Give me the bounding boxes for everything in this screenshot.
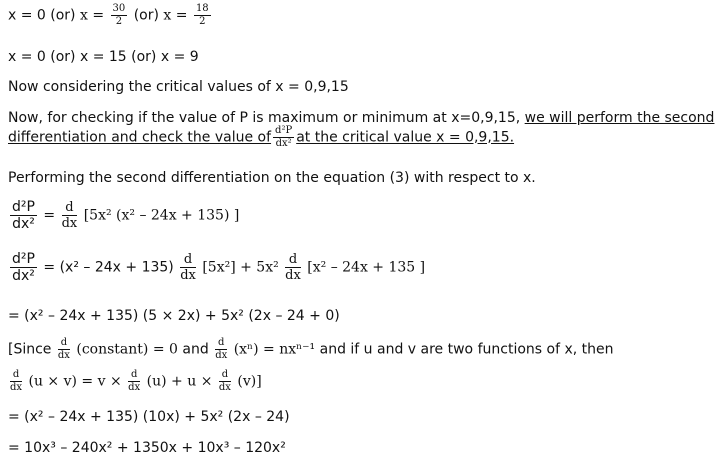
equation-line-1: $\frac{\text{d²P}}{\text{dx²}}$ = $\frac{d}{dx}$ [5x² (x² – 24x + 135) ] xyxy=(12,199,240,232)
equation-line-2: $\frac{\text{d²P}}{\text{dx²}}$ = (x² – 24x + 135) $\frac{d}{dx}$ [5x²] + 5x² $\frac{d}{dx}$ [x² – 24x + 135 ] xyxy=(12,251,426,284)
underlined-text: we will perform the second xyxy=(524,110,715,126)
text-x0: x = 0 (or) xyxy=(8,7,76,24)
fraction-d2p-dx2: $\frac{\text{d²P}}{\text{dx²}}$ xyxy=(12,199,35,232)
fraction-d-dx: $\frac{d}{dx}$ xyxy=(218,369,231,393)
equation-line-5: $\frac{d}{dx}$ (u × v) = v × $\frac{d}{dx}$ (u) + u × $\frac{d}{dx}$ (v)] xyxy=(10,369,262,393)
fraction-d2p-dx2: $\frac{\text{d²P}}{\text{dx²}}$ xyxy=(12,251,35,284)
equation-line-6: = (x² – 24x + 135) (10x) + 5x² (2x – 24) xyxy=(8,409,290,425)
equation-line-3: = (x² – 24x + 135) (5 × 2x) + 5x² (2x – 24 + 0) xyxy=(8,308,340,324)
fraction-d-dx: $\frac{d}{dx}$ xyxy=(128,369,141,393)
text-x-eq-2: x = xyxy=(163,7,188,24)
fraction-d2p-dx2: $\frac{\text{d²P}}{\text{dx²}}$ xyxy=(275,125,293,149)
fraction-d-dx: $\frac{d}{dx}$ xyxy=(285,252,301,283)
fraction-d-dx: $\frac{d}{dx}$ xyxy=(215,337,228,361)
text-or: (or) xyxy=(133,7,159,24)
equation-line-7: = 10x³ – 240x² + 1350x + 10x³ – 120x² xyxy=(8,440,286,456)
solution-line-2: x = 0 (or) x = 15 (or) x = 9 xyxy=(8,49,199,65)
solution-line-4: Now, for checking if the value of P is maximum or minimum at x=0,9,15, we will perform the second xyxy=(8,110,715,126)
solution-line-5: differentiation and check the value of $\frac{\text{d²P}}{\text{dx²}}$ at the critical value x = 0,9,15. xyxy=(8,125,515,149)
fraction-d-dx: $\frac{d}{dx}$ xyxy=(10,369,23,393)
fraction-d-dx: $\frac{d}{dx}$ xyxy=(61,200,78,231)
solution-line-6: Performing the second differentiation on the equation (3) with respect to x. xyxy=(8,170,536,186)
equation-line-4: [Since $\frac{d}{dx}$ (constant) = 0 and $\frac{d}{dx}$ (xⁿ) = nxⁿ⁻¹ and if u and v are two functions of x, then xyxy=(8,337,614,361)
solution-line-1 xyxy=(8,4,213,27)
solution-line-3: Now considering the critical values of x = 0,9,15 xyxy=(8,79,349,95)
fraction-18-2: $\frac{18}{2}$ xyxy=(195,3,209,27)
fraction-d-dx: $\frac{d}{dx}$ xyxy=(57,337,70,361)
text-x-eq: x = xyxy=(79,7,105,24)
fraction-d-dx: $\frac{d}{dx}$ xyxy=(180,252,196,283)
fraction-30-2: $\frac{30}{2}$ xyxy=(112,3,126,27)
